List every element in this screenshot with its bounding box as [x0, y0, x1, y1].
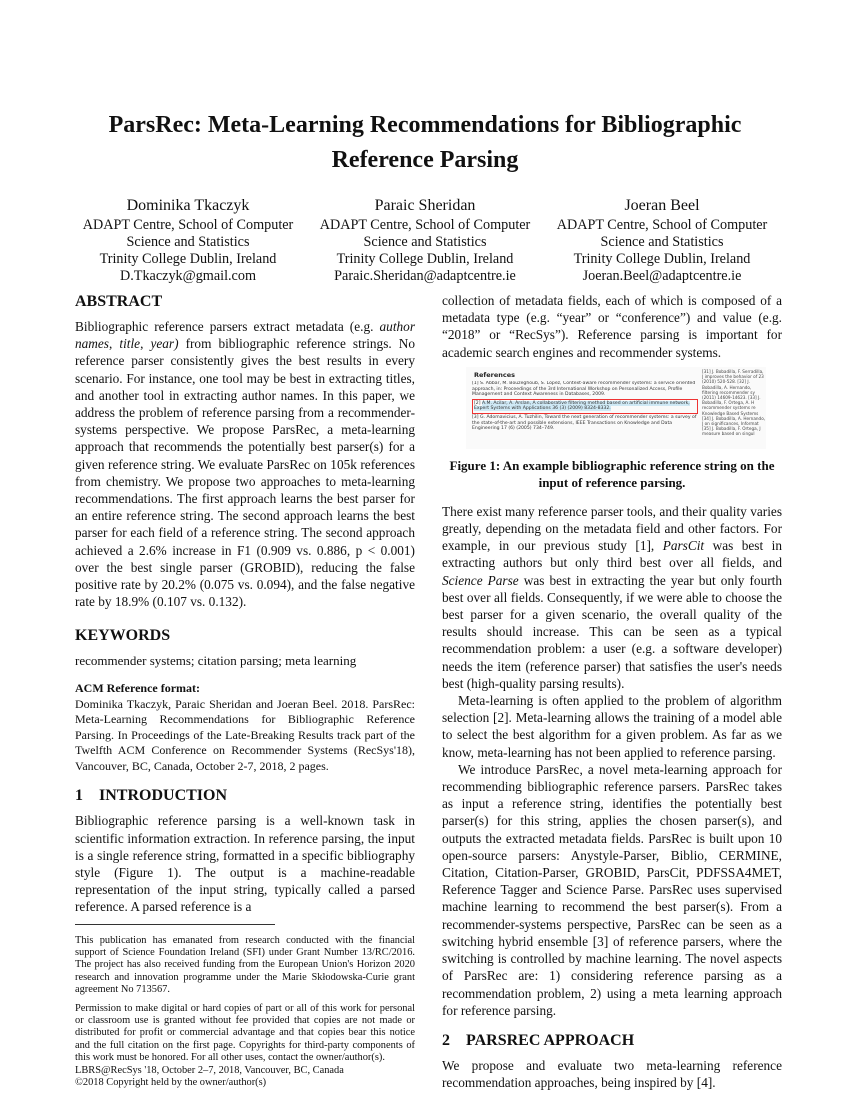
abstract-heading: ABSTRACT	[75, 293, 163, 310]
figure-side-refs: [31] J. Bobadilla, F. Serradilla, J improves the behavior of 23 (2010) 520-528. [32] J. Bobadilla, A. Hernando, filtering recommender sy (2011) 14609-14623. [33] J. Bobadilla, F. Ortega, A. H recommender systems re Knowledge Based Systems [34] J. Bobadilla, A. Hernando, J on significances, Informat [35] J. Bobadilla, F. Ortega, J measure based on singul	[702, 368, 766, 437]
author-affiliation: Trinity College Dublin, Ireland	[336, 251, 514, 267]
figure-1-image	[466, 367, 766, 449]
figure-ref-3: [3] G. Adomavicius, A. Tuzhilin, Toward the next generation of recommender systems: a survey of the state-of-the-art and possible extensions, IEEE Transactions on Knowledge and Data Engineering 17 (6) (2005) 734–749.	[472, 414, 697, 431]
author-name: Joeran Beel	[624, 197, 700, 214]
right-column	[442, 292, 782, 1091]
acm-reference-text: Dominika Tkaczyk, Paraic Sheridan and Joeran Beel. 2018. ParsRec: Meta-Learning Recommendations for Bibliographic Reference Parsing. In Proceedings of the Late-Breaking Results track part of the Twelfth ACM Conference on Recommender Systems (RecSys'18), Vancouver, BC, Canada, October 2-7, 2018, 2 pages.	[75, 696, 415, 773]
acm-reference-label: ACM Reference format:	[75, 680, 201, 695]
author-email: D.Tkaczyk@gmail.com	[120, 268, 256, 284]
permission-notice: Permission to make digital or hard copies of part or all of this work for personal or classroom use is granted without fee provided that copies are not made or distributed for profit or commercial advantage and that copies bear this notice and the full citation on the first page. Copyrights for third-party components of this work must be honored. For all other uses, contact the owner/author(s).	[75, 1002, 415, 1064]
author-affiliation: ADAPT Centre, School of Computer	[556, 217, 768, 233]
figure-1	[442, 367, 782, 449]
author-email: Paraic.Sheridan@adaptcentre.ie	[334, 268, 516, 284]
funding-footnote: This publication has emanated from research conducted with the financial support of Science Foundation Ireland (SFI) under Grant Number 13/RC/2016. The project has also received funding from the European Union's Horizon 2020 research and innovation programme under the Marie Skłodowska-Curie grant agreement No 713567.	[75, 934, 415, 996]
figure-1-caption: Figure 1: An example bibliographic reference string on the input of reference parsing.	[449, 457, 775, 490]
figure-ref-1: [1] S. Abbar, M. Bouzeghoub, S. Lopez, Context-aware recommender systems: a service oriented approach, in: Proceedings of the 3rd International Workshop on Personalized Access, Profile Management and Context Awareness in Databases, 2009.	[472, 380, 696, 397]
section-2-heading: 2 PARSREC APPROACH	[442, 1031, 635, 1049]
author-affiliation: Science and Statistics	[126, 234, 250, 250]
footnote-divider	[75, 924, 275, 925]
intro-continued: collection of metadata fields, each of which is composed of a metadata type (e.g. “year” or “conference”) and value (e.g. “2018” or “RecSys”). Reference parsing is important for academic search engines and recommender systems.	[442, 293, 782, 360]
body-paragraph-2: Meta-learning is often applied to the problem of algorithm selection [2]. Meta-learning allows the training of a model able to select the best algorithm for a given problem. As far as we know, meta-learning has not been applied to reference parsing.	[442, 693, 782, 760]
section-2-text: We propose and evaluate two meta-learning reference recommendation approaches, being inspired by [4].	[442, 1057, 782, 1091]
author-1	[70, 196, 306, 285]
author-affiliation: ADAPT Centre, School of Computer	[319, 217, 531, 233]
author-3	[544, 196, 780, 285]
keywords-heading: KEYWORDS	[75, 627, 171, 645]
intro-text: Bibliographic reference parsing is a well-known task in scientific information extraction. In reference parsing, the input is a single reference string, formatted in a specific bibliography style (Figure 1). The output is a machine-readable representation of the input string, typically called a parsed reference. A parsed reference is a	[75, 813, 415, 915]
author-name: Dominika Tkaczyk	[126, 197, 250, 214]
author-affiliation: Trinity College Dublin, Ireland	[99, 251, 277, 267]
figure-ref-2-highlighted: [2] A.M. Acilar, A. Arslan, A collaborative filtering method based on artificial immune network, Expert Systems with Applications 36 (3) (2009) 8324-8332.	[472, 399, 698, 414]
author-name: Paraic Sheridan	[374, 197, 476, 214]
copyright-line: ©2018 Copyright held by the owner/author(s)	[75, 1077, 267, 1089]
author-block	[70, 196, 780, 285]
abstract-text: Bibliographic reference parsers extract metadata (e.g. author names, title, year) from bibliographic reference strings. No reference parser consistently gives the best results in every scenario. For instance, one tool may be best in extracting titles, and another tool in extracting author names. In this paper, we address the problem of reference parsing from a recommender-systems perspective. We propose ParsRec, a meta-learning approach that recommends the potentially best parser(s) for a given reference string. We evaluate ParsRec on 105k references from chemistry. We propose two approaches to meta-learning recommendations. The first approach learns the best parser for an entire reference string. The second approach learns the best parser for each field of a reference string. The second approach achieved a 2.6% increase in F1 (0.909 vs. 0.886, p < 0.001) over the best single parser (GROBID), reducing the false positive rate by 20.2% (0.075 vs. 0.094), and the false negative rate by 18.9% (0.107 vs. 0.132).	[75, 319, 416, 610]
intro-heading: 1 INTRODUCTION	[75, 787, 228, 805]
author-2	[307, 196, 543, 285]
body-paragraph-3: We introduce ParsRec, a novel meta-learning approach for recommending bibliographic reference parsers. ParsRec takes as input a reference string, identifies the potentially best parser(s) for this string, applies the chosen parser(s), and outputs the extracted metadata fields. ParsRec is built upon 10 open-source parsers: Anystyle-Parser, Biblio, CERMINE, Citation, Citation-Parser, GROBID, ParsCit, PDFSSA4MET, Reference Tagger and Science Parse. ParsRec uses supervised machine learning to recommend the best parser(s). From a recommender-systems perspective, ParsRec can be seen as a switching hybrid ensemble [3] of reference parsers, where the switching is controlled by machine learning. The novel aspects of ParsRec are: 1) considering reference parsing as a recommendation problem, 2) using a meta learning approach for reference parsing.	[442, 761, 782, 1018]
keywords-text: recommender systems; citation parsing; meta learning	[75, 653, 357, 669]
venue-line: LBRS@RecSys '18, October 2–7, 2018, Vancouver, BC, Canada	[75, 1064, 344, 1076]
figure-refs-heading: References	[474, 370, 516, 379]
author-affiliation: ADAPT Centre, School of Computer	[82, 217, 294, 233]
author-email: Joeran.Beel@adaptcentre.ie	[582, 268, 742, 284]
author-affiliation: Trinity College Dublin, Ireland	[573, 251, 751, 267]
author-affiliation: Science and Statistics	[363, 234, 487, 250]
left-column	[75, 292, 415, 1089]
figure-ref-list	[472, 381, 698, 447]
figure-ref-2-fields: A.M. Acilar, A. Arslan, A collaborative filtering method based on artificial immune network, Expert Systems with Applications 36 (3) (2009) 8324-8332.	[474, 400, 690, 412]
body-paragraph-1: There exist many reference parser tools, and their quality varies greatly, depending on the metadata field and other factors. For example, in our previous study [1], ParsCit was best in extracting authors but only third best over all fields, and Science Parse was best in extracting the year but only fourth best over all fields. Consequently, if we were able to choose the best parser for a given scenario, the overall quality of the results should increase. This can be seen as a typical recommendation problem: a user (e.g. a software developer) needs the item (reference parser) that satisfies the user's needs best (high-quality parsing results).	[442, 503, 782, 691]
author-affiliation: Science and Statistics	[600, 234, 724, 250]
paper-title: ParsRec: Meta-Learning Recommendations for Bibliographic Reference Parsing	[108, 112, 742, 173]
